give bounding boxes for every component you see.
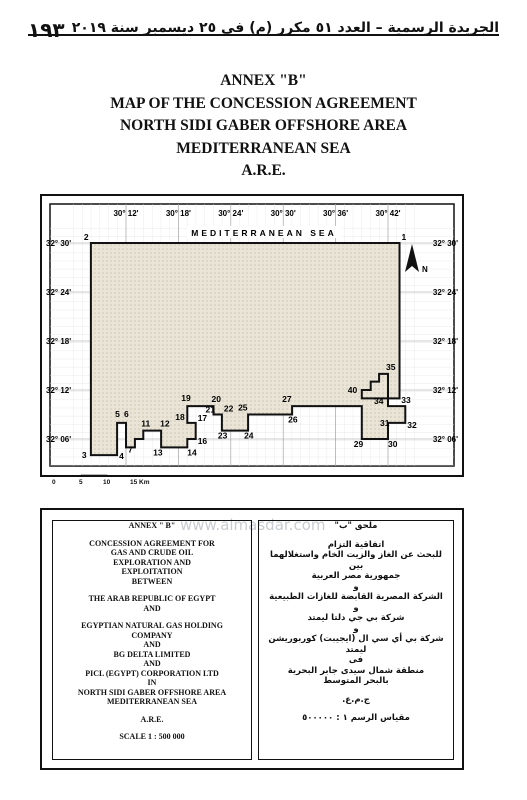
gazette-line: الجريدة الرسمية – العدد ٥١ مكرر (م) فى ٢٥ ديسمبر سنة ٢٠١٩	[71, 20, 499, 36]
scale-label-15: 15 Km	[130, 479, 150, 486]
watermark: www.almasdar.com	[180, 516, 326, 534]
latitude-tick-label-right: 32° 06'	[432, 435, 458, 444]
boundary-point-label: 32	[407, 419, 417, 430]
sea-label: MEDITERRANEAN SEA	[191, 228, 337, 238]
english-panel-line: ANNEX " B"	[128, 521, 176, 530]
arabic-panel-line: ج.م.ع.	[342, 694, 370, 705]
boundary-point-label: 33	[401, 395, 411, 406]
latitude-tick-label-right: 32° 18'	[432, 337, 458, 346]
arabic-panel-line: بين	[348, 560, 364, 571]
page-number: ١٩٣	[28, 18, 65, 42]
boundary-point-label: 18	[175, 411, 185, 422]
longitude-tick-label: 30° 18'	[165, 209, 191, 218]
latitude-tick-label-right: 32° 30'	[432, 239, 458, 248]
boundary-point-label: 24	[244, 430, 254, 441]
english-panel-line	[53, 531, 251, 539]
english-panel-line: THE ARAB REPUBLIC OF EGYPT	[88, 594, 216, 603]
latitude-tick-label-left: 32° 06'	[46, 435, 72, 444]
north-arrow-icon	[405, 244, 419, 272]
concession-boundary	[91, 243, 405, 458]
area-title: NORTH SIDI GABER OFFSHORE AREA	[119, 117, 408, 134]
arabic-panel-line	[259, 687, 453, 695]
north-label: N	[422, 265, 428, 274]
boundary-point-label: 7	[128, 444, 133, 455]
latitude-tick-label-right: 32° 12'	[432, 386, 458, 395]
boundary-point-label: 6	[124, 408, 129, 419]
arabic-panel-line: منطقة شمال سيدى جابر البحرية	[287, 665, 425, 676]
concession-map	[42, 196, 462, 475]
boundary-point-label: 3	[81, 450, 87, 461]
arabic-panel-line: شركة بي أي سي ال (ايجيبت) كوربوريشن ليمتد	[268, 634, 444, 655]
map-title: MAP OF THE CONCESSION AGREEMENT	[110, 94, 417, 112]
english-panel-line	[53, 613, 251, 621]
boundary-point-label: 22	[223, 403, 234, 414]
english-panel-line: MEDITERRANEAN SEA	[106, 697, 197, 706]
boundary-point-label: 26	[288, 414, 298, 425]
longitude-tick-label: 30° 42'	[375, 209, 401, 218]
boundary-point-label: 1	[401, 232, 407, 242]
english-panel-line: EXPLORATION AND	[113, 557, 191, 567]
arabic-panel-line	[259, 705, 453, 713]
english-panel-line: NORTH SIDI GABER OFFSHORE AREA	[77, 687, 227, 697]
boundary-point-label: 30	[388, 439, 398, 449]
latitude-tick-label-left: 32° 30'	[46, 239, 72, 248]
boundary-point-label: 31	[380, 417, 390, 428]
english-panel-line: SCALE 1 : 500 000	[119, 732, 185, 741]
boundary-point-label: 14	[187, 447, 197, 458]
arabic-panel-line	[259, 532, 453, 540]
english-panel-line: COMPANY	[131, 630, 173, 640]
arabic-panel-line: اتفاقية التزام	[327, 539, 385, 550]
longitude-tick-label: 30° 24'	[218, 209, 244, 218]
boundary-point-label: 11	[141, 418, 151, 429]
concession-area	[91, 243, 405, 458]
boundary-point-label: 19	[181, 393, 191, 404]
info-block	[40, 508, 464, 770]
boundary-point-label: 23	[217, 430, 228, 441]
arabic-panel-line: و	[353, 623, 359, 634]
boundary-point-label: 27	[282, 394, 292, 405]
boundary-point-label: 4	[119, 451, 124, 462]
english-panel-line	[53, 724, 251, 732]
longitude-tick-label: 30° 30'	[270, 209, 296, 218]
annex-title: ANNEX "B"	[220, 72, 307, 89]
boundary-point-label: 12	[160, 418, 170, 429]
longitude-tick-label: 30° 36'	[323, 209, 349, 218]
latitude-tick-label-left: 32° 12'	[46, 386, 72, 395]
arabic-panel-line: و	[353, 602, 359, 613]
english-panel-line	[53, 707, 251, 715]
boundary-point-label: 20	[211, 394, 221, 405]
english-panel-line: AND	[143, 640, 161, 649]
arabic-panel	[258, 520, 454, 760]
arabic-panel-line: الشركة المصرية القابضة للغازات الطبيعية	[269, 592, 443, 602]
boundary-point-label: 25	[238, 402, 248, 413]
boundary-point-label: 13	[153, 447, 163, 458]
latitude-tick-label-left: 32° 24'	[46, 288, 72, 297]
arabic-panel-line: للبحث عن الغاز والزيت الخام واستغلالهما	[270, 550, 442, 560]
annex-titles	[0, 70, 527, 183]
boundary-point-label: 34	[374, 396, 384, 407]
scale-label-5: 5	[79, 479, 83, 486]
north-arrow	[405, 244, 428, 274]
boundary-point-label: 35	[386, 361, 396, 372]
arabic-panel-line: مقياس الرسم ١ : ٥٠٠٠٠٠	[302, 713, 410, 723]
english-panel-line: GAS AND CRUDE OIL	[110, 548, 194, 557]
latitude-tick-label-right: 32° 24'	[432, 288, 458, 297]
english-panel-line: AND	[143, 659, 161, 668]
header-rule	[28, 34, 499, 36]
country-title: A.R.E.	[241, 162, 286, 179]
english-panel-line: EXPLOITATION	[121, 567, 183, 576]
scale-label-10: 10	[103, 479, 111, 486]
arabic-panel-line: فى	[348, 655, 364, 665]
english-panel-line: A.R.E.	[140, 714, 164, 724]
english-panel-line: AND	[143, 603, 161, 613]
english-panel-line: BG DELTA LIMITED	[113, 649, 191, 659]
english-panel-line: CONCESSION AGREEMENT FOR	[89, 538, 215, 548]
arabic-panel-line: جمهورية مصر العربية	[311, 571, 401, 581]
english-panel-line	[53, 586, 251, 594]
english-panel	[52, 520, 252, 760]
arabic-panel-line: بالبحر المتوسط	[323, 676, 389, 686]
longitude-tick-label: 30° 12'	[113, 209, 139, 218]
boundary-point-label: 21	[205, 404, 215, 415]
map-frame	[40, 194, 464, 486]
arabic-panel-line: شركة بي جي دلتا ليمتد	[307, 613, 405, 623]
english-panel-line: EGYPTIAN NATURAL GAS HOLDING	[81, 621, 223, 630]
english-panel-line: PICL (EGYPT) CORPORATION LTD	[85, 668, 219, 678]
scale-label-0: 0	[52, 479, 56, 486]
arabic-panel-line: ملحق "ب"	[334, 521, 378, 531]
boundary-point-label: 17	[197, 412, 208, 423]
english-panel-line: BETWEEN	[131, 576, 173, 586]
boundary-point-label: 2	[83, 232, 89, 242]
latitude-tick-label-left: 32° 18'	[46, 337, 72, 346]
gazette-header	[28, 14, 499, 44]
boundary-point-label: 5	[115, 408, 120, 419]
scale-labels	[48, 479, 248, 491]
sea-title: MEDITERRANEAN SEA	[176, 139, 351, 157]
english-panel-line: IN	[147, 678, 157, 687]
boundary-point-label: 40	[347, 385, 358, 395]
boundary-point-label: 16	[197, 436, 208, 446]
boundary-point-label: 29	[353, 439, 364, 449]
arabic-panel-line: و	[353, 581, 359, 592]
